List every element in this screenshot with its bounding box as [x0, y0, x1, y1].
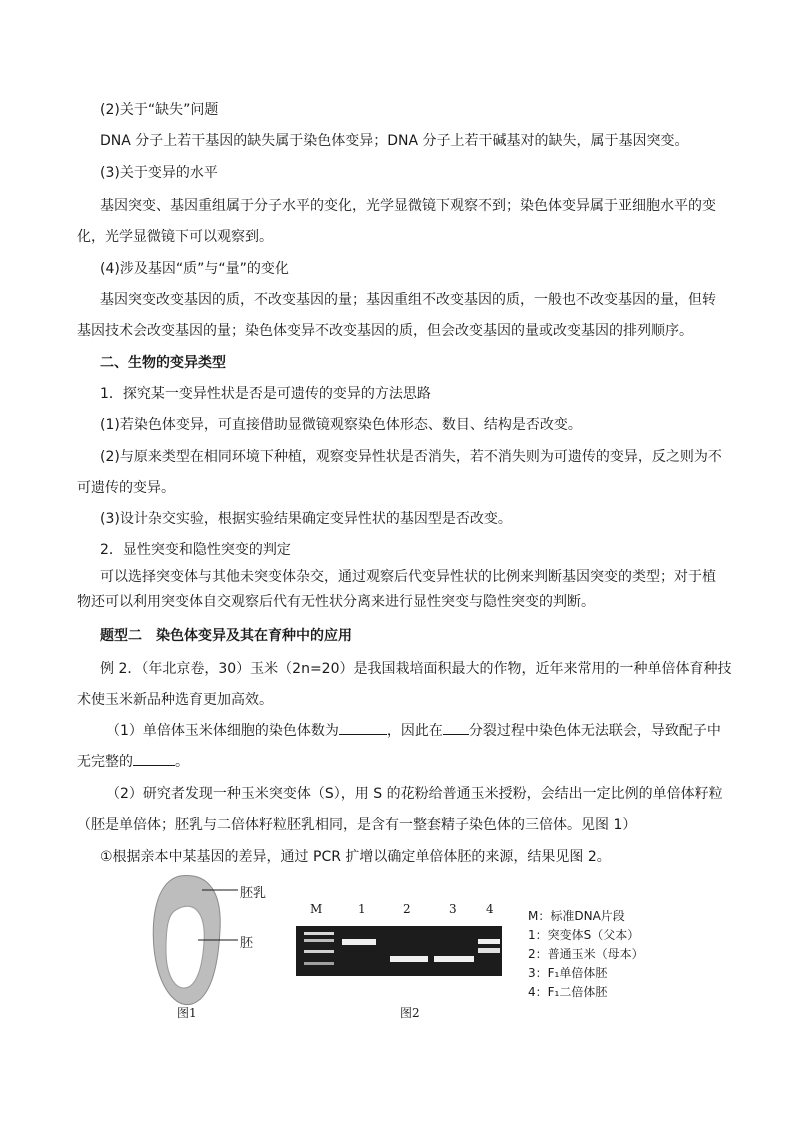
legend-item: 1：突变体S（父本）: [528, 928, 640, 942]
heading-level: (3)关于变异的水平: [100, 165, 218, 181]
paragraph: (1)若染色体变异，可直接借助显微镜观察染色体形态、数目、结构是否改变。: [100, 417, 582, 433]
section-heading: 二、生物的变异类型: [100, 355, 226, 371]
figure-2: [296, 902, 526, 992]
lane-label: 4: [486, 902, 494, 916]
marker-band: [304, 932, 334, 935]
band-lane-4: [478, 948, 500, 953]
paragraph: (3)设计杂交实验，根据实验结果确定变异性状的基因型是否改变。: [100, 511, 512, 527]
lane-label: M: [310, 902, 323, 916]
question-stem: 术使玉米新品种选育更加高效。: [77, 692, 273, 708]
answer-blank[interactable]: [443, 720, 469, 735]
seed-diagram: [140, 870, 290, 1010]
answer-blank[interactable]: [133, 751, 175, 766]
question-stem: 例 2．（年北京卷，30）玉米（2n=20）是我国栽培面积最大的作物，近年来常用的一种单倍体育种技: [100, 661, 732, 677]
figure-1: [140, 870, 290, 1030]
paragraph: DNA 分子上若干基因的缺失属于染色体变异；DNA 分子上若干碱基对的缺失，属于基因突变。: [100, 133, 689, 149]
paragraph: 可以选择突变体与其他未突变体杂交，通过观察后代变异性状的比例来判断基因突变的类型；对于植: [100, 569, 716, 585]
question-part-2: （2）研究者发现一种玉米突变体（S），用 S 的花粉给普通玉米授粉，会结出一定比例的单倍体籽粒: [106, 786, 723, 802]
gel-image: [296, 926, 502, 976]
paragraph: 基因突变改变基因的质，不改变基因的量；基因重组不改变基因的质，一般也不改变基因的量，但转: [100, 292, 716, 308]
band-lane-4: [478, 939, 500, 944]
subheading: 2．显性突变和隐性突变的判定: [100, 542, 291, 558]
paragraph: 化，光学显微镜下可以观察到。: [77, 229, 273, 245]
paragraph: 可遗传的变异。: [77, 480, 175, 496]
question-part-1: [106, 720, 721, 741]
paragraph: (2)与原来类型在相同环境下种植，观察变异性状是否消失，若不消失则为可遗传的变异，反之则为不: [100, 449, 722, 465]
legend-item: 2：普通玉米（母本）: [528, 947, 644, 961]
subheading: 1．探究某一变异性状是否是可遗传的变异的方法思路: [100, 386, 431, 402]
lane-label: 1: [358, 902, 366, 916]
part-1-text-e: 。: [175, 754, 189, 770]
label-embryo: 胚: [240, 936, 254, 951]
band-lane-3: [434, 956, 474, 962]
marker-band: [304, 962, 334, 965]
paragraph: 物还可以利用突变体自交观察后代有无性状分离来进行显性突变与隐性突变的判断。: [77, 594, 595, 610]
lane-label: 2: [403, 902, 411, 916]
legend-item: 4：F₁二倍体胚: [528, 985, 608, 999]
label-endosperm: 胚乳: [240, 886, 267, 901]
answer-blank[interactable]: [339, 720, 387, 735]
marker-band: [304, 939, 334, 942]
part-1-text-a: （1）单倍体玉米体细胞的染色体数为: [106, 723, 339, 739]
legend-item: 3：F₁单倍体胚: [528, 966, 608, 980]
section-heading: 题型二 染色体变异及其在育种中的应用: [100, 628, 352, 644]
part-1-text-c: 分裂过程中染色体无法联会，导致配子中: [468, 723, 721, 739]
heading-deletion: (2)关于“缺失”问题: [100, 102, 219, 118]
part-1-text-d: 无完整的: [77, 754, 133, 770]
band-lane-1: [342, 939, 376, 945]
paragraph: 基因技术会改变基因的量；染色体变异不改变基因的质，但会改变基因的量或改变基因的排列顺序。: [77, 323, 693, 339]
part-1-text-b: ，因此在: [386, 723, 443, 739]
band-lane-2: [390, 956, 428, 962]
question-part-1-cont: [77, 751, 189, 772]
legend-item: M：标准DNA片段: [528, 909, 625, 923]
marker-band: [304, 950, 334, 953]
figure-1-caption: 图1: [177, 1006, 197, 1020]
figure-2-caption: 图2: [400, 1006, 420, 1020]
paragraph: 基因突变、基因重组属于分子水平的变化，光学显微镜下观察不到；染色体变异属于亚细胞水平的变: [100, 198, 716, 214]
question-part-2-cont: （胚是单倍体；胚乳与二倍体籽粒胚乳相同，是含有一整套精子染色体的三倍体。见图 1）: [77, 817, 637, 833]
question-sub-1: ①根据亲本中某基因的差异，通过 PCR 扩增以确定单倍体胚的来源，结果见图 2。: [100, 849, 611, 865]
lane-label: 3: [449, 902, 457, 916]
heading-quality-quantity: (4)涉及基因“质”与“量”的变化: [100, 261, 289, 277]
